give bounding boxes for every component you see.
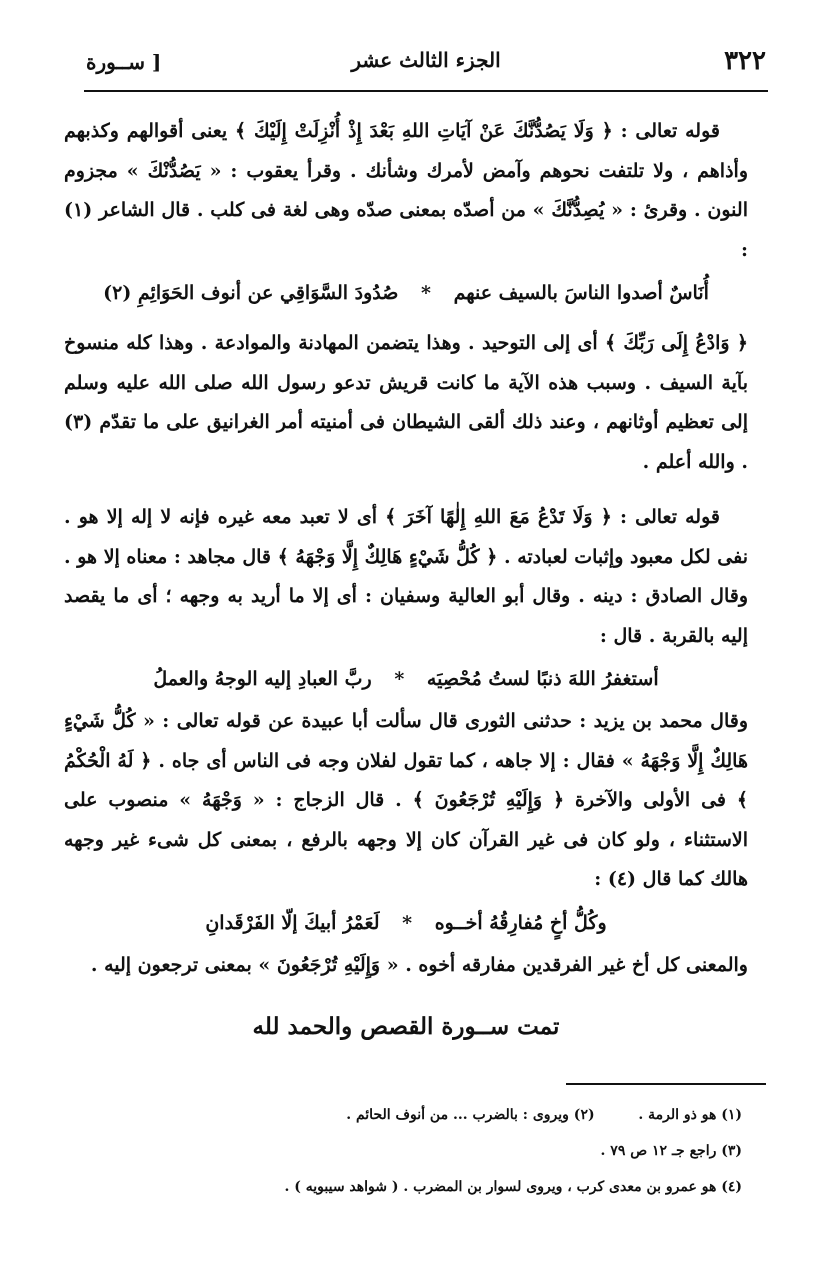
paragraph-3: قوله تعالى : ﴿ وَلَا تَدْعُ مَعَ اللهِ إِلٰهًا آخَرَ ﴾ أى لا تعبد معه غيره فإنه لا إله إلا هو . نفى لكل معبود وإثبات لعبادته . ﴿ كُلُّ شَيْءٍ هَالِكٌ إِلَّا وَجْهَهُ ﴾ قال مجاهد : معناه إلا هو . وقال الصادق : دينه . وقال أبو العالية وسفيان : أى إلا ما أريد به وجهه ؛ أى ما يقصد إليه بالقربة . قال : <box>64 506 748 647</box>
verse-1-separator: * <box>421 282 431 304</box>
footnotes <box>102 1097 742 1205</box>
paragraph-1: قوله تعالى : ﴿ وَلَا يَصُدُّنَّكَ عَنْ آيَاتِ اللهِ بَعْدَ إِذْ أُنْزِلَتْ إِلَيْكَ ﴾ يعنى أقوالهم وكذبهم وأذاهم ، ولا تلتفت نحوهم وآمض لأمرك وشأنك . وقرأ يعقوب : « يَصُدُّنْكَ » مجزوم النون . وقرئ : « يُصِدُّنَّكَ » من أصدّه بمعنى صدّه وهى لغة فى كلب . قال الشاعر (١) : <box>64 120 748 261</box>
verse-1-first-hemistich: أُنَاسٌ أصدوا الناسَ بالسيف عنهم <box>453 282 709 304</box>
footnote-1: (١) هو ذو الرمة . <box>638 1107 742 1123</box>
surah-closing: تمت ســورة القصص والحمد لله <box>252 1013 560 1040</box>
footnote-3: (٣) راجع جـ ١٢ ص ٧٩ . <box>600 1143 742 1159</box>
paragraph-4: وقال محمد بن يزيد : حدثنى الثورى قال سألت أبا عبيدة عن قوله تعالى : « كُلُّ شَيْءٍ هَالِكٌ إِلَّا وَجْهَهُ » فقال : إلا جاهه ، كما تقول لفلان وجه فى الناس أى جاه . ﴿ لَهُ الْحُكْمُ ﴾ فى الأولى والآخرة ﴿ وَإِلَيْهِ تُرْجَعُونَ ﴾ . قال الزجاج : « وَجْهَهُ » منصوب على الاستثناء ، ولو كان فى غير القرآن كان إلا وجهه بالرفع ، بمعنى كل شىء غير وجهه هالك كما قال (٤) : <box>64 710 748 890</box>
paragraph-2: ﴿ وَادْعُ إِلَى رَبِّكَ ﴾ أى إلى التوحيد . وهذا يتضمن المهادنة والموادعة . وهذا كله منسوخ بآية السيف . وسبب هذه الآية ما كانت قريش تدعو رسول الله صلى الله عليه وسلم إلى تعظيم أوثانهم ، وعند ذلك ألقى الشيطان فى أمنيته أمر الغرانيق على ما تقدّم (٣) . والله أعلم . <box>64 332 748 473</box>
verse-2-separator: * <box>394 668 405 690</box>
main-text <box>64 112 748 1047</box>
surah-label: [ ســورة <box>86 50 162 74</box>
verse-3-first-hemistich: وكُلُّ أخٍ مُفارِقُهُ أخــوه <box>434 911 607 934</box>
verse-2-second-hemistich: ربَّ العبادِ إليه الوجهُ والعملُ <box>153 668 372 690</box>
running-title: الجزء الثالث عشر <box>351 48 501 72</box>
page-number: ٣٢٢ <box>724 46 766 76</box>
verse-3-separator: * <box>402 911 413 934</box>
footnote-line-1 <box>102 1097 742 1133</box>
verse-3-second-hemistich: لَعَمْرُ أبيكَ إلّا الفَرْقَدانِ <box>205 911 380 934</box>
page-header <box>86 40 766 84</box>
header-rule <box>84 90 768 92</box>
verse-2-first-hemistich: أستغفرُ اللهَ ذنبًا لستُ مُحْصِيَه <box>426 668 659 690</box>
poetry-verse-2 <box>64 656 748 702</box>
poetry-verse-3 <box>64 900 748 946</box>
footnote-2: (٢) ويروى : بالضرب ... من أنوف الحائم . <box>346 1107 595 1123</box>
poetry-verse-1 <box>64 270 748 316</box>
paragraph-5: والمعنى كل أخ غير الفرقدين مفارقه أخوه . « وَإِلَيْهِ تُرْجَعُونَ » بمعنى ترجعون إليه . <box>90 953 748 976</box>
footnote-4: (٤) هو عمرو بن معدى كرب ، ويروى لسوار بن المضرب . ( شواهد سيبويه ) . <box>284 1179 742 1195</box>
verse-1-second-hemistich: صُدُودَ السَّوَاقِي عن أنوف الحَوَائِمِ (٢) <box>103 282 399 304</box>
footnote-rule <box>566 1083 766 1085</box>
